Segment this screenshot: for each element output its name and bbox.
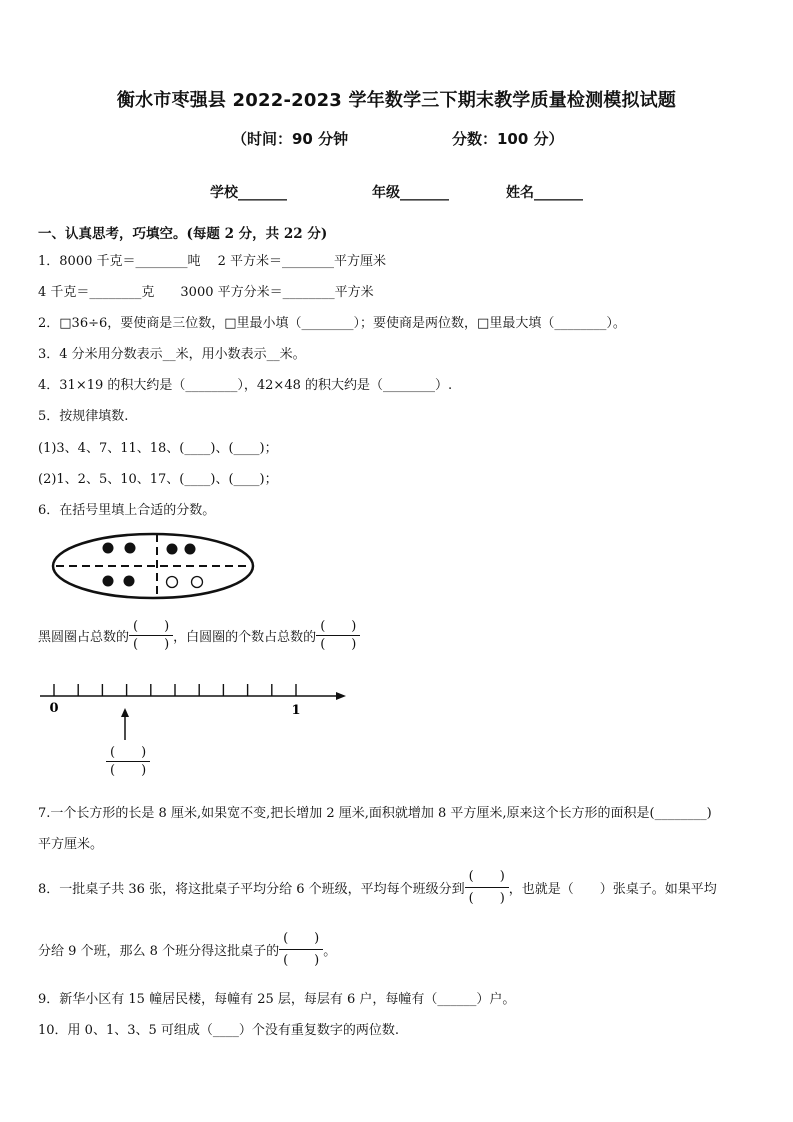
number-line-zero-label: 0	[49, 701, 59, 716]
black-circle	[125, 543, 136, 554]
number-line-one-label: 1	[291, 703, 301, 718]
fraction-blank	[129, 618, 173, 653]
question-8a-tail: ，也就是（ ）张桌子。如果平均	[508, 882, 717, 897]
question-2: 2．□36÷6，要使商是三位数，□里最小填（________）；要使商是两位数，□里最大填（________）。	[38, 316, 626, 331]
fraction-blank	[316, 618, 360, 653]
fraction-denominator: ( )	[283, 953, 320, 968]
number-line-fraction	[106, 744, 150, 779]
question-5-2: (2)1、2、5、10、17、(____)、(____)；	[38, 472, 278, 487]
white-fraction-label: ，白圆圈的个数占总数的	[173, 630, 317, 645]
fraction-numerator: ( )	[465, 866, 509, 888]
fraction-numerator: ( )	[106, 744, 150, 762]
pointer-arrowhead	[121, 708, 129, 717]
fraction-blank	[106, 744, 150, 779]
axis-arrowhead	[336, 692, 346, 700]
question-7a: 7.一个长方形的长是 8 厘米,如果宽不变,把长增加 2 厘米,面积就增加 8 平方厘米,原来这个长方形的面积是(________)	[38, 806, 712, 821]
black-circle	[103, 543, 114, 554]
page-title: 衡水市枣强县 2022-2023 学年数学三下期末教学质量检测模拟试题	[116, 90, 677, 111]
question-8b	[38, 928, 336, 971]
question-8a	[38, 866, 717, 909]
question-9: 9．新华小区有 15 幢居民楼，每幢有 25 层，每层有 6 户，每幢有（______）户。	[38, 992, 516, 1007]
fraction-blank	[279, 928, 323, 971]
fraction-denominator: ( )	[133, 637, 170, 652]
black-circle	[167, 544, 178, 555]
fraction-denominator: ( )	[110, 763, 147, 778]
question-6-fractions	[38, 618, 360, 653]
question-5-1: (1)3、4、7、11、18、(____)、(____)；	[38, 441, 278, 456]
fraction-denominator: ( )	[320, 637, 357, 652]
question-10: 10．用 0、1、3、5 可组成（____）个没有重复数字的两位数.	[38, 1023, 400, 1038]
question-7b: 平方厘米。	[38, 837, 104, 852]
name-field: 姓名_______	[506, 185, 583, 201]
number-line	[36, 676, 356, 742]
question-4: 4．31×19 的积大约是（________），42×48 的积大约是（________）.	[38, 378, 453, 393]
fraction-numerator: ( )	[316, 618, 360, 636]
school-field: 学校_______	[210, 185, 287, 201]
question-3: 3．4 分米用分数表示__米，用小数表示__米。	[38, 347, 306, 362]
fraction-blank	[465, 866, 509, 909]
question-1a: 1．8000 千克＝________吨 2 平方米＝________平方厘米	[38, 254, 387, 269]
white-circle	[167, 577, 178, 588]
black-fraction-label: 黑圆圈占总数的	[38, 630, 130, 645]
fraction-denominator: ( )	[468, 891, 505, 906]
grade-field: 年级_______	[372, 185, 449, 201]
question-8a-text: 8．一批桌子共 36 张，将这批桌子平均分给 6 个班级，平均每个班级分到	[38, 882, 465, 897]
black-circle	[103, 576, 114, 587]
black-circle	[124, 576, 135, 587]
question-8b-text: 分给 9 个班，那么 8 个班分得这批桌子的	[38, 944, 280, 959]
black-circle	[185, 544, 196, 555]
question-5: 5．按规律填数.	[38, 409, 129, 424]
white-circle	[192, 577, 203, 588]
section-heading: 一、认真思考，巧填空。(每题 2 分，共 22 分)	[38, 226, 328, 242]
question-6: 6．在括号里填上合适的分数。	[38, 503, 216, 518]
question-8b-tail: 。	[323, 944, 337, 959]
exam-time: （时间：90 分钟	[232, 130, 349, 148]
fraction-numerator: ( )	[129, 618, 173, 636]
fraction-numerator: ( )	[279, 928, 323, 950]
question-1b: 4 千克＝________克 3000 平方分米＝________平方米	[38, 285, 374, 300]
exam-score: 分数：100 分）	[452, 130, 564, 148]
circle-oval-figure	[50, 530, 260, 602]
